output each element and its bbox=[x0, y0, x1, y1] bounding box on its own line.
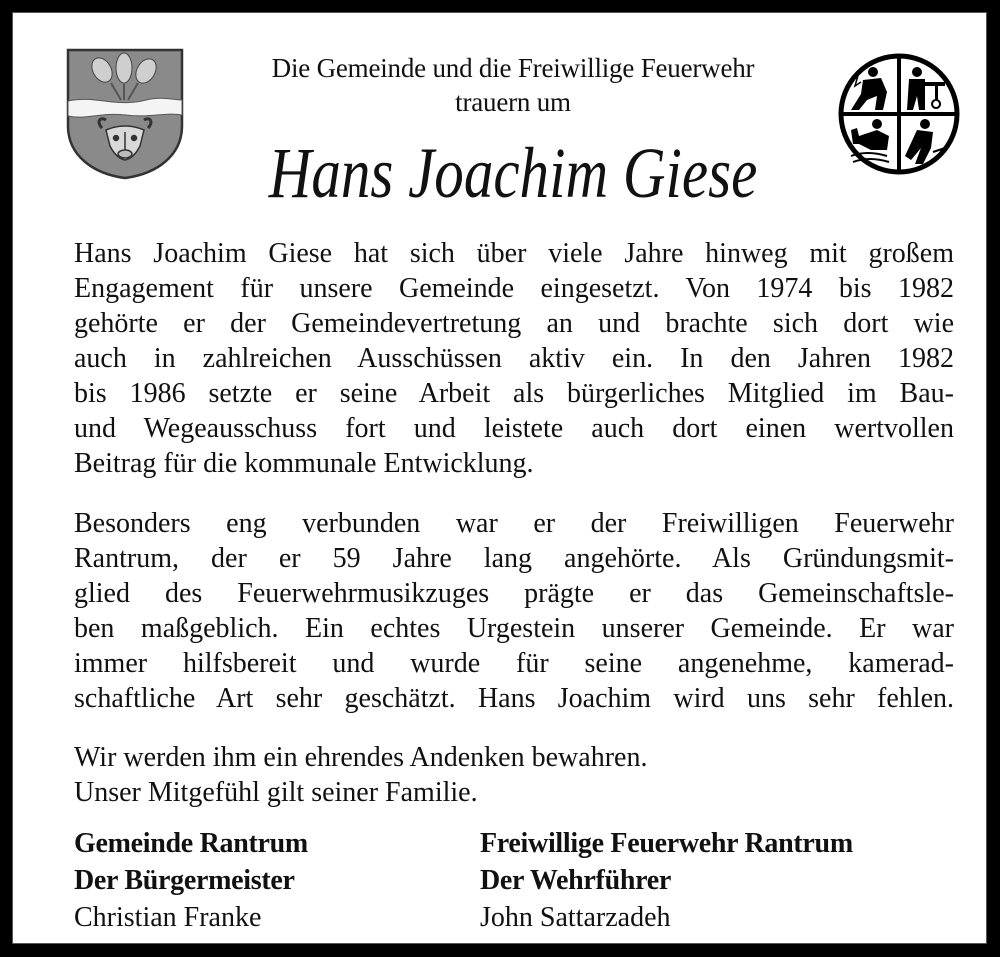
intro-line-1: Die Gemeinde und die Freiwillige Feuerwehr bbox=[271, 53, 755, 83]
signature-role: Der Bürgermeister bbox=[74, 865, 295, 896]
paragraph-line: Unser Mitgefühl gilt seiner Familie. bbox=[74, 777, 478, 808]
fire-brigade-emblem-icon bbox=[837, 52, 961, 176]
paragraph-line: Engagement für unsere Gemeinde eingesetzt. Von 1974 bis 1982 bbox=[74, 273, 954, 304]
paragraph-line: Besonders eng verbunden war er der Freiwilligen Feuerwehr bbox=[74, 508, 954, 539]
paragraph-line: gehörte er der Gemeindevertretung an und brachte sich dort wie bbox=[74, 308, 954, 339]
paragraph-line: Hans Joachim Giese hat sich über viele Jahre hinweg mit großem bbox=[74, 238, 954, 269]
signature-organization: Gemeinde Rantrum bbox=[74, 828, 308, 859]
paragraph-line: ben maßgeblich. Ein echtes Urgestein unserer Gemeinde. Er war bbox=[74, 613, 954, 644]
signature-person: Christian Franke bbox=[74, 902, 262, 933]
municipal-coat-of-arms-icon bbox=[66, 48, 184, 180]
intro-line-2: trauern um bbox=[455, 87, 571, 117]
paragraph-line: Rantrum, der er 59 Jahre lang angehörte. Als Gründungsmit- bbox=[74, 543, 954, 574]
paragraph-line: Beitrag für die kommunale Entwicklung. bbox=[74, 448, 534, 479]
paragraph-1 bbox=[74, 236, 954, 481]
paragraph-3 bbox=[74, 740, 954, 810]
intro-text bbox=[193, 51, 833, 119]
paragraph-line: immer hilfsbereit und wurde für seine angenehme, kamerad- bbox=[74, 648, 954, 679]
paragraph-line: Wir werden ihm ein ehrendes Andenken bewahren. bbox=[74, 742, 648, 773]
obituary-notice bbox=[12, 12, 987, 944]
paragraph-line: und Wegeausschuss fort und leistete auch dort einen wertvollen bbox=[74, 413, 954, 444]
signature-organization: Freiwillige Feuerwehr Rantrum bbox=[480, 828, 853, 859]
paragraph-line: auch in zahlreichen Ausschüssen aktiv ein. In den Jahren 1982 bbox=[74, 343, 954, 374]
paragraph-line: bis 1986 setzte er seine Arbeit als bürgerliches Mitglied im Bau- bbox=[74, 378, 954, 409]
paragraph-line: glied des Feuerwehrmusikzuges prägte er das Gemeinschaftsle- bbox=[74, 578, 954, 609]
paragraph-2 bbox=[74, 506, 954, 716]
signature-person: John Sattarzadeh bbox=[480, 902, 671, 933]
signature-role: Der Wehrführer bbox=[480, 865, 671, 896]
paragraph-line: schaftliche Art sehr geschätzt. Hans Joachim wird uns sehr fehlen. bbox=[74, 683, 954, 714]
signature-fire-brigade bbox=[480, 825, 853, 936]
signature-municipality bbox=[74, 825, 308, 936]
deceased-name: Hans Joachim Giese bbox=[268, 133, 758, 213]
